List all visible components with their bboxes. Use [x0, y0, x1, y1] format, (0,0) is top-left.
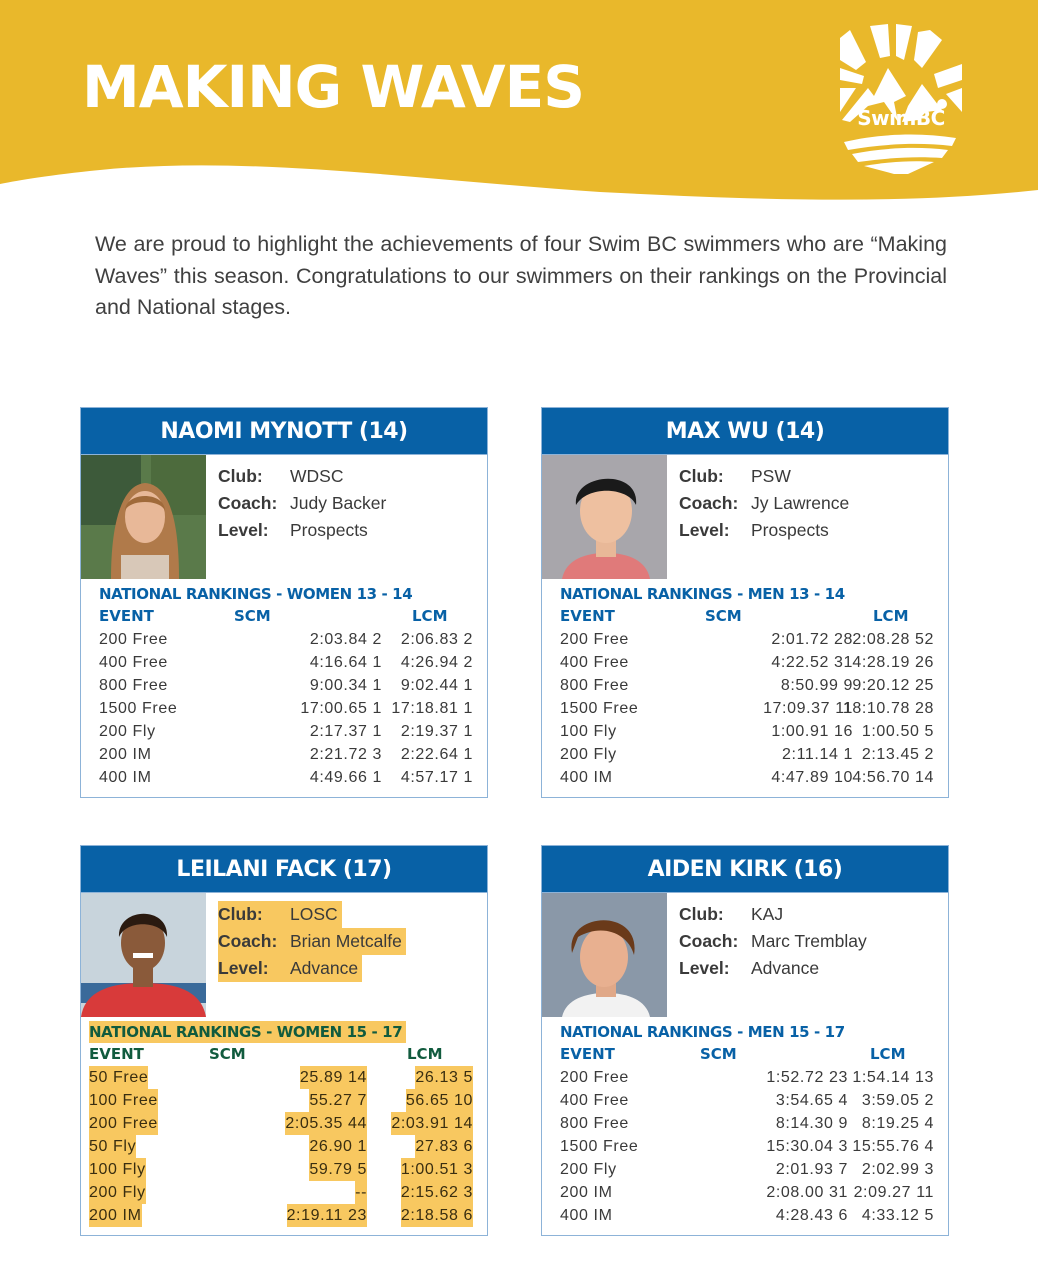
level-label: Level: [679, 520, 730, 540]
scm-time-rank: 3:54.65 4 [775, 1092, 848, 1109]
scm-time-rank: 2:11.14 1 [782, 746, 853, 763]
rankings-table [542, 579, 948, 789]
scm-time-rank: 2:05.35 44 [285, 1112, 367, 1135]
sun-mountain-shield-icon [838, 22, 964, 174]
event-name: 200 Free [89, 1112, 158, 1135]
lcm-time-rank: 3:59.05 2 [861, 1092, 934, 1109]
scm-time-rank: 1:52.72 23 [766, 1069, 848, 1086]
ranking-row [89, 1112, 487, 1135]
page-title: MAKING WAVES [82, 53, 585, 121]
swimmer-photo [542, 893, 667, 1017]
scm-time-rank: 4:16.64 1 [309, 654, 382, 671]
ranking-row [89, 1089, 487, 1112]
lcm-time-rank: 2:22.64 1 [400, 746, 473, 763]
ranking-row [560, 720, 948, 743]
event-header: EVENT [89, 1045, 144, 1063]
scm-header: SCM [209, 1045, 246, 1063]
coach-label: Coach: [218, 931, 278, 951]
event-name: 200 IM [89, 1204, 142, 1227]
lcm-time-rank: 4:33.12 5 [861, 1207, 934, 1224]
swimmer-info [679, 901, 867, 982]
swimmer-photo [542, 455, 667, 579]
club-row [218, 901, 342, 928]
coach-row [679, 490, 849, 517]
event-name: 400 IM [560, 769, 613, 786]
lcm-time-rank: 56.65 10 [406, 1089, 473, 1112]
swimmer-info [218, 901, 406, 982]
lcm-time-rank: 17:18.81 1 [391, 700, 473, 717]
lcm-time-rank: 18:10.78 28 [842, 700, 934, 717]
level-row [679, 955, 867, 982]
ranking-row [560, 651, 948, 674]
event-name: 400 Free [560, 1092, 629, 1109]
coach-label: Coach: [679, 931, 739, 951]
scm-time-rank: 2:19.11 23 [287, 1204, 367, 1227]
coach-row [218, 490, 386, 517]
ranking-row [560, 674, 948, 697]
ranking-row [560, 1112, 948, 1135]
coach-value: Judy Backer [290, 493, 387, 513]
lcm-time-rank: 9:20.12 25 [852, 677, 934, 694]
scm-time-rank: 55.27 7 [309, 1089, 367, 1112]
event-name: 100 Fly [560, 723, 617, 740]
club-label: Club: [218, 466, 263, 486]
ranking-row [560, 628, 948, 651]
lcm-header: LCM [407, 1045, 443, 1063]
scm-time-rank: 2:17.37 1 [309, 723, 382, 740]
rankings-table [81, 579, 487, 789]
ranking-row [560, 1158, 948, 1181]
club-row [218, 463, 386, 490]
level-value: Prospects [290, 520, 368, 540]
event-name: 50 Free [89, 1066, 148, 1089]
event-header: EVENT [560, 607, 615, 625]
ranking-row [99, 766, 487, 789]
rankings-header [560, 605, 948, 628]
lcm-time-rank: 8:19.25 4 [861, 1115, 934, 1132]
ranking-row [99, 697, 487, 720]
ranking-row [99, 674, 487, 697]
coach-row [679, 928, 867, 955]
swimmer-card [541, 407, 949, 798]
lcm-time-rank: 1:00.50 5 [861, 723, 934, 740]
lcm-time-rank: 2:09.27 11 [853, 1184, 934, 1201]
ranking-row [89, 1181, 487, 1204]
club-label: Club: [679, 466, 724, 486]
ranking-row [560, 743, 948, 766]
scm-time-rank: 4:49.66 1 [309, 769, 382, 786]
scm-time-rank: -- [355, 1181, 367, 1204]
swimmer-photo-frame [542, 893, 667, 1017]
event-name: 200 Free [560, 631, 629, 648]
club-row [679, 463, 849, 490]
rankings-table [542, 1017, 948, 1227]
scm-time-rank: 26.90 1 [309, 1135, 367, 1158]
swimmer-card [541, 845, 949, 1236]
scm-time-rank: 15:30.04 3 [766, 1138, 848, 1155]
event-name: 200 Fly [99, 723, 156, 740]
event-name: 200 Fly [560, 1161, 617, 1178]
lcm-time-rank: 2:08.28 52 [852, 631, 934, 648]
event-name: 1500 Free [560, 700, 639, 717]
club-value: LOSC [290, 904, 338, 924]
ranking-row [89, 1066, 487, 1089]
ranking-row [99, 628, 487, 651]
logo-text: SwimBC [857, 106, 945, 130]
event-name: 1500 Free [99, 700, 178, 717]
rankings-title: NATIONAL RANKINGS - WOMEN 15 - 17 [89, 1021, 406, 1043]
lcm-header: LCM [412, 607, 448, 625]
event-name: 200 IM [99, 746, 152, 763]
rankings-header [99, 605, 487, 628]
scm-time-rank: 2:01.93 7 [775, 1161, 848, 1178]
swimmer-card [80, 845, 488, 1236]
coach-value: Marc Tremblay [751, 931, 867, 951]
lcm-time-rank: 4:26.94 2 [400, 654, 473, 671]
scm-header: SCM [700, 1045, 737, 1063]
lcm-time-rank: 2:03.91 14 [391, 1112, 473, 1135]
club-row [679, 901, 867, 928]
scm-time-rank: 25.89 14 [300, 1066, 367, 1089]
ranking-row [99, 651, 487, 674]
header-banner [0, 0, 1038, 215]
event-name: 100 Free [89, 1089, 158, 1112]
lcm-time-rank: 4:57.17 1 [400, 769, 473, 786]
scm-time-rank: 8:14.30 9 [775, 1115, 848, 1132]
club-label: Club: [679, 904, 724, 924]
lcm-time-rank: 2:02.99 3 [861, 1161, 934, 1178]
scm-header: SCM [705, 607, 742, 625]
ranking-row [560, 1089, 948, 1112]
swimmer-photo-frame [81, 455, 206, 579]
club-value: KAJ [751, 904, 784, 924]
scm-header: SCM [234, 607, 271, 625]
level-value: Prospects [751, 520, 829, 540]
ranking-row [99, 720, 487, 743]
coach-label: Coach: [218, 493, 278, 513]
event-name: 200 Free [99, 631, 168, 648]
level-value: Advance [290, 958, 359, 978]
ranking-row [89, 1204, 487, 1227]
ranking-row [560, 1135, 948, 1158]
event-name: 50 Fly [89, 1135, 136, 1158]
lcm-time-rank: 1:00.51 3 [401, 1158, 473, 1181]
ranking-row [89, 1158, 487, 1181]
swimbc-logo [838, 22, 964, 174]
ranking-row [89, 1135, 487, 1158]
lcm-time-rank: 2:06.83 2 [400, 631, 473, 648]
level-row [218, 517, 386, 544]
rankings-title: NATIONAL RANKINGS - MEN 15 - 17 [560, 1023, 845, 1041]
lcm-time-rank: 4:56.70 14 [852, 769, 934, 786]
scm-time-rank: 1:00.91 16 [771, 723, 853, 740]
ranking-row [560, 766, 948, 789]
coach-row [218, 928, 406, 955]
event-header: EVENT [560, 1045, 615, 1063]
ranking-row [560, 1181, 948, 1204]
scm-time-rank: 2:01.72 28 [771, 631, 853, 648]
level-label: Level: [679, 958, 730, 978]
swimmer-photo [81, 455, 206, 579]
level-label: Level: [218, 958, 269, 978]
scm-time-rank: 8:50.99 9 [780, 677, 853, 694]
rankings-title: NATIONAL RANKINGS - WOMEN 13 - 14 [99, 585, 413, 603]
event-name: 1500 Free [560, 1138, 639, 1155]
swimmer-photo-frame [81, 893, 206, 1017]
ranking-row [99, 743, 487, 766]
event-name: 800 Free [560, 677, 629, 694]
rankings-table [81, 1017, 487, 1227]
coach-value: Brian Metcalfe [290, 931, 402, 951]
event-name: 200 Fly [560, 746, 617, 763]
swimmer-photo [81, 893, 206, 1017]
ranking-row [560, 1066, 948, 1089]
scm-time-rank: 2:21.72 3 [309, 746, 382, 763]
event-name: 400 IM [560, 1207, 613, 1224]
lcm-time-rank: 2:18.58 6 [401, 1204, 473, 1227]
lcm-time-rank: 26.13 5 [415, 1066, 473, 1089]
level-label: Level: [218, 520, 269, 540]
scm-time-rank: 17:09.37 11 [763, 700, 853, 717]
ranking-row [560, 697, 948, 720]
ranking-row [560, 1204, 948, 1227]
event-name: 800 Free [99, 677, 168, 694]
scm-time-rank: 4:22.52 31 [771, 654, 853, 671]
coach-value: Jy Lawrence [751, 493, 850, 513]
event-name: 200 Fly [89, 1181, 146, 1204]
scm-time-rank: 2:08.00 31 [766, 1184, 848, 1201]
club-value: WDSC [290, 466, 344, 486]
event-name: 200 Free [560, 1069, 629, 1086]
lcm-time-rank: 2:13.45 2 [861, 746, 934, 763]
rankings-header [89, 1043, 487, 1066]
swimmer-info [218, 463, 386, 544]
coach-label: Coach: [679, 493, 739, 513]
level-row [679, 517, 849, 544]
club-label: Club: [218, 904, 263, 924]
scm-time-rank: 4:28.43 6 [775, 1207, 848, 1224]
event-name: 200 IM [560, 1184, 613, 1201]
rankings-header [560, 1043, 948, 1066]
swimmer-card [80, 407, 488, 798]
lcm-time-rank: 4:28.19 26 [852, 654, 934, 671]
lcm-time-rank: 27.83 6 [415, 1135, 473, 1158]
event-header: EVENT [99, 607, 154, 625]
event-name: 400 Free [99, 654, 168, 671]
rankings-title: NATIONAL RANKINGS - MEN 13 - 14 [560, 585, 845, 603]
swimmer-name: NAOMI MYNOTT (14) [81, 408, 487, 455]
scm-time-rank: 9:00.34 1 [309, 677, 382, 694]
event-name: 400 IM [99, 769, 152, 786]
lcm-time-rank: 1:54.14 13 [852, 1069, 934, 1086]
event-name: 800 Free [560, 1115, 629, 1132]
swimmer-name: AIDEN KIRK (16) [542, 846, 948, 893]
swimmer-name: MAX WU (14) [542, 408, 948, 455]
scm-time-rank: 59.79 5 [309, 1158, 367, 1181]
scm-time-rank: 2:03.84 2 [309, 631, 382, 648]
lcm-header: LCM [870, 1045, 906, 1063]
swimmer-photo-frame [542, 455, 667, 579]
level-row [218, 955, 362, 982]
lcm-time-rank: 9:02.44 1 [400, 677, 473, 694]
swimmer-info [679, 463, 849, 544]
club-value: PSW [751, 466, 791, 486]
lcm-header: LCM [873, 607, 909, 625]
event-name: 400 Free [560, 654, 629, 671]
lcm-time-rank: 2:15.62 3 [401, 1181, 473, 1204]
intro-paragraph: We are proud to highlight the achievements of four Swim BC swimmers who are “Making Waves” this season. Congratulations to our swimmers on their rankings on the Provincial and National stages. [95, 232, 947, 319]
scm-time-rank: 4:47.89 10 [771, 769, 853, 786]
level-value: Advance [751, 958, 820, 978]
event-name: 100 Fly [89, 1158, 146, 1181]
lcm-time-rank: 15:55.76 4 [852, 1138, 934, 1155]
scm-time-rank: 17:00.65 1 [300, 700, 382, 717]
lcm-time-rank: 2:19.37 1 [400, 723, 473, 740]
swimmer-name: LEILANI FACK (17) [81, 846, 487, 893]
